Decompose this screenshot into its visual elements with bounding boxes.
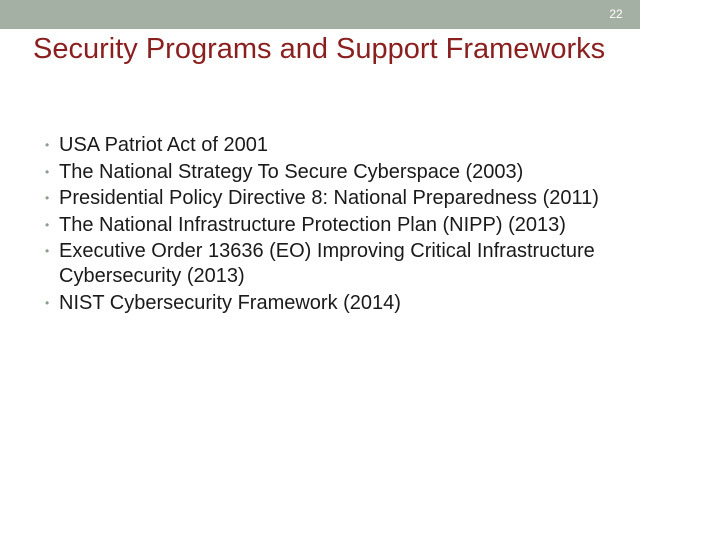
bullet-icon: • [45,164,50,179]
bullet-icon: • [45,244,50,258]
bullet-text: USA Patriot Act of 2001 [59,134,269,156]
bullet-text: The National Infrastructure Protection Plan (NIPP) (2013) [59,213,566,236]
bullet-list [45,133,705,317]
page-number: 22 [609,7,623,21]
bullet-text: Executive Order 13636 (EO) Improving Critical Infrastructure Cybersecurity (2013) [59,240,595,287]
bullet-icon: • [45,138,50,152]
bullet-item [45,160,705,185]
bullet-text: Presidential Policy Directive 8: National Preparedness (2011) [59,187,599,209]
bullet-text: NIST Cybersecurity Framework (2014) [59,291,401,314]
bullet-icon: • [45,295,50,310]
slide-title: Security Programs and Support Frameworks [33,33,606,65]
bullet-icon: • [45,217,50,232]
bullet-item [45,133,705,158]
top-banner [0,0,640,29]
bullet-text: The National Strategy To Secure Cyberspace (2003) [59,160,524,183]
bullet-item [45,213,705,238]
bullet-item [45,186,705,211]
bullet-item [45,291,705,316]
bullet-item [45,239,705,289]
bullet-icon: • [45,191,50,205]
